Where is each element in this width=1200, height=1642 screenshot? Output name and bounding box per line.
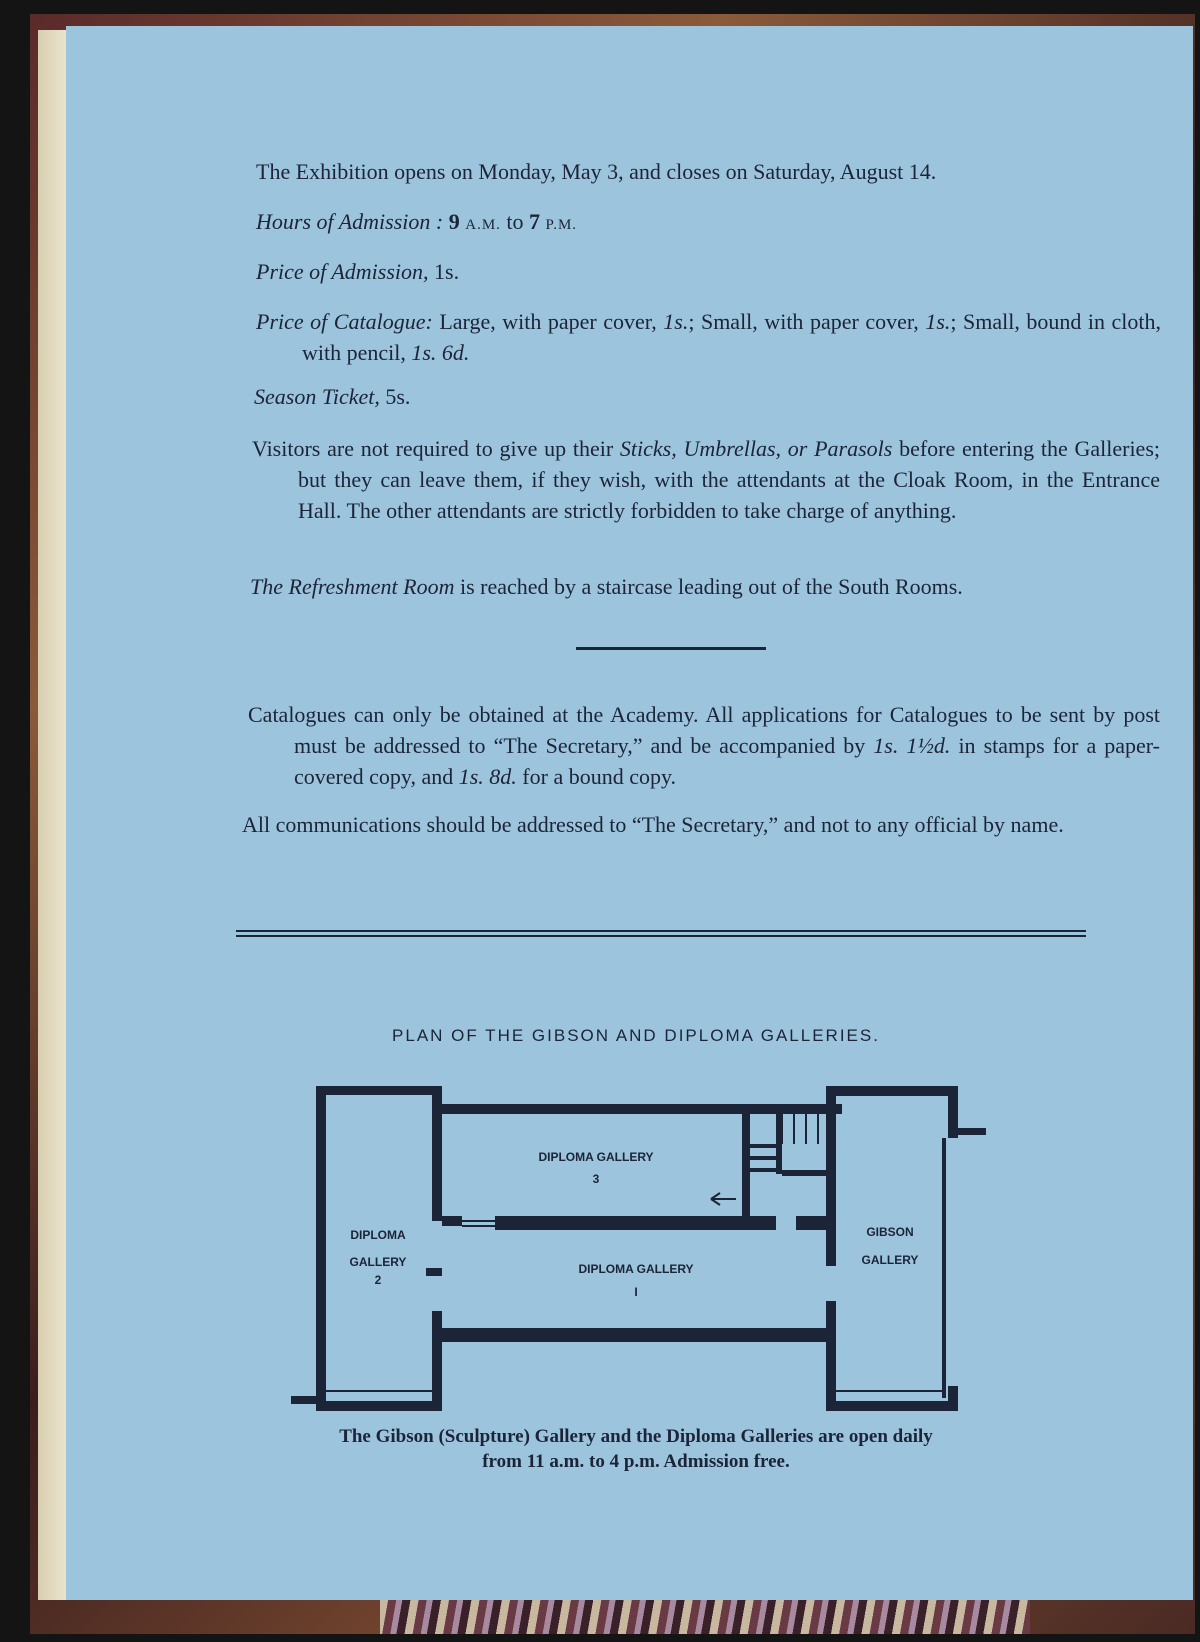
visitors-paragraph: Visitors are not required to give up their Sticks, Umbrellas, or Parasols before entering the Galleries; but they can leave them, if they wish, with the attendants at the Cloak Room, in the Entrance Hall. The other attendants are strictly forbidden to take charge of anything. — [252, 436, 1160, 523]
stair-treads — [782, 1114, 818, 1144]
hours-label: Hours of Admission : — [256, 209, 444, 234]
plan-wall — [742, 1114, 750, 1216]
plan-wall — [826, 1086, 836, 1266]
plan-wall — [948, 1386, 958, 1411]
plan-wall — [742, 1216, 776, 1230]
section-rule — [576, 647, 766, 650]
gallery-3-name: DIPLOMA GALLERY — [538, 1150, 654, 1164]
gallery-2-name-line2: GALLERY — [349, 1255, 407, 1269]
gallery-1-number: I — [634, 1285, 638, 1299]
double-rule — [236, 930, 1086, 937]
season-label: Season Ticket, — [254, 384, 380, 409]
plan-title: PLAN OF THE GIBSON AND DIPLOMA GALLERIES. — [392, 1026, 880, 1045]
plan-wall — [432, 1311, 442, 1411]
plan-wall — [316, 1086, 326, 1411]
plan-wall — [958, 1128, 986, 1135]
stair-arrow — [711, 1193, 736, 1205]
hours-paragraph: Hours of Admission : 9 A.M. to 7 P.M. — [256, 209, 578, 234]
plan-wall — [426, 1268, 442, 1276]
plan-wall — [826, 1401, 958, 1411]
plan-wall — [750, 1156, 778, 1160]
doorway-lines — [462, 1221, 495, 1226]
gallery-3-number: 3 — [592, 1172, 600, 1186]
gibson-name-line2: GALLERY — [861, 1253, 919, 1267]
gallery-2-name-line1: DIPLOMA — [350, 1228, 406, 1242]
plan-wall — [316, 1086, 442, 1095]
refreshment-paragraph: The Refreshment Room is reached by a staircase leading out of the South Rooms. — [250, 574, 963, 599]
plan-wall — [442, 1216, 462, 1226]
gallery-2-number: 2 — [374, 1273, 382, 1287]
plan-wall — [782, 1170, 832, 1176]
catalogue-label: Price of Catalogue: — [256, 309, 433, 334]
communications-paragraph: All communications should be addressed to “The Secretary,” and not to any official by name. — [242, 812, 1064, 837]
marbled-edge — [380, 1600, 1030, 1634]
plan-wall — [442, 1104, 842, 1114]
season-ticket-paragraph: Season Ticket, 5s. — [254, 384, 411, 409]
plan-caption: The Gibson (Sculpture) Gallery and the Diploma Galleries are open daily from 11 a.m. to 4 p.m. Admission free. — [339, 1426, 933, 1472]
plan-wall — [291, 1396, 316, 1404]
plan-wall — [750, 1144, 778, 1148]
plan-wall — [948, 1086, 958, 1138]
opening-paragraph: The Exhibition opens on Monday, May 3, and closes on Saturday, August 14. — [256, 159, 937, 184]
plan-wall — [432, 1328, 832, 1342]
plan-wall — [942, 1138, 946, 1398]
price-label: Price of Admission, — [256, 259, 429, 284]
plan-wall — [826, 1086, 958, 1096]
gallery-1-name: DIPLOMA GALLERY — [578, 1262, 694, 1276]
plan-wall — [432, 1086, 442, 1221]
price-paragraph: Price of Admission, 1s. — [256, 259, 460, 284]
plan-wall — [796, 1216, 826, 1230]
gibson-name-line1: GIBSON — [866, 1225, 914, 1239]
refreshment-label: The Refreshment Room — [250, 574, 455, 599]
catalogue-price-paragraph: Price of Catalogue: Large, with paper cover, 1s.; Small, with paper cover, 1s.; Small, bound in cloth, with pencil, 1s. 6d. — [256, 309, 1162, 365]
plan-wall — [750, 1168, 778, 1172]
gallery-floor-plan — [286, 1056, 986, 1446]
plan-wall — [316, 1401, 442, 1411]
plan-wall — [495, 1216, 773, 1230]
catalogues-paragraph: Catalogues can only be obtained at the Academy. All applications for Catalogues to be sent by post must be addressed to “The Secretary,” and be accompanied by 1s. 1½d. in stamps for a paper-covered copy, and 1s. 8d. for a bound copy. — [248, 702, 1160, 789]
plan-wall — [826, 1301, 836, 1411]
page — [66, 26, 1193, 1600]
